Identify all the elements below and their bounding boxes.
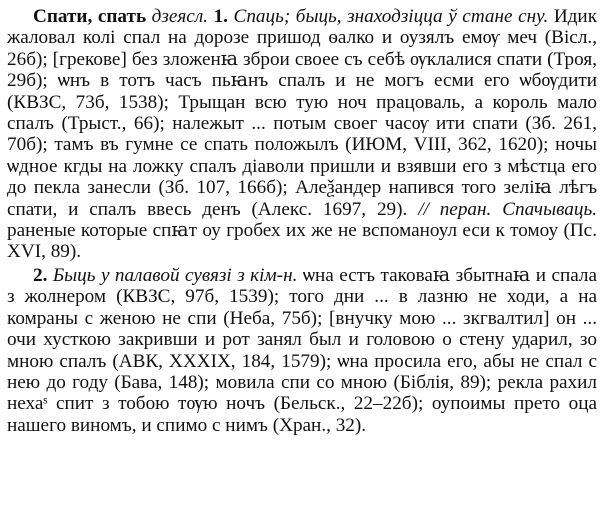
text-run [491,199,502,220]
bold-run: 2. [33,264,48,286]
text-run: раненые которые спꙗт оу гробех их же не вспоманоул еси к томоу (Пс. XVI, 89). [7,220,597,263]
dictionary-entry [7,6,597,436]
italic-run: Спачываць. [502,198,597,220]
bold-run: 1. [213,6,228,27]
italic-run: дзеясл. [151,6,208,27]
text-run: Идик жаловал колі спал на дорозе пришод ѳалко и оузялъ емѹ меч (Вісл., 26б); [грекове] без зложенꙗ зброи своее съ себѣ ѹклалися спати (Троя, 29б); ѡнъ в тотъ часъ пьꙗнъ спалъ и не могъ есми его ѡбѹдити (КВЗС, 73б, 1538); Трыщан всю тую ноч працоваль, а король мало спалъ (Трыст., 66); належыт ... потым своег часѹ ити спати (Зб. 261, 70б); тамъ въ гумне се спать положылъ (ИЮМ, VIII, 362, 1620); ночы ѡдное кгды на ложку спалъ діаволи пришли и взявши его з мѣстца его до пекла занесли (Зб. 107, 166б); Алеѯандер напився того зеліꙗ лѣгъ спати, и спалъ ввесь денъ (Алекс. 1697, 29). [7,6,598,220]
italic-run: // перан. [418,198,492,220]
bold-run: Спати, спать [33,6,147,27]
italic-run: Быць у палавой сувязі з кім-н. [52,264,298,286]
italic-run: Спаць; быць, знаходзіцца ў стане сну. [233,6,549,27]
entry-paragraph-2 [7,265,597,436]
text-run: ѡна естъ таковаꙗ збытнаꙗ и спала з жолнером (КВЗС, 97б, 1539); того дни ... в лазню не ходи, а на комраны с женою не спи (Неба, 75б); [внучку мою ... зкгвалтил] он ... очи хусткою закривши и рот занял был и головою о стену ударил, зо мною спалъ (АВК, XXXIX, 184, 1579); ѡна просила его, абы не спал с нею до году (Бава, 148); мовила спи со мною (Біблія, 89); рекла рахил нехаˢ спит з тобою тѹю ночъ (Бельск., 22–22б); оупоимы прето оца нашего виномъ, и спимо с нимъ (Хран., 32). [7,264,597,436]
entry-paragraph-1 [7,6,597,263]
